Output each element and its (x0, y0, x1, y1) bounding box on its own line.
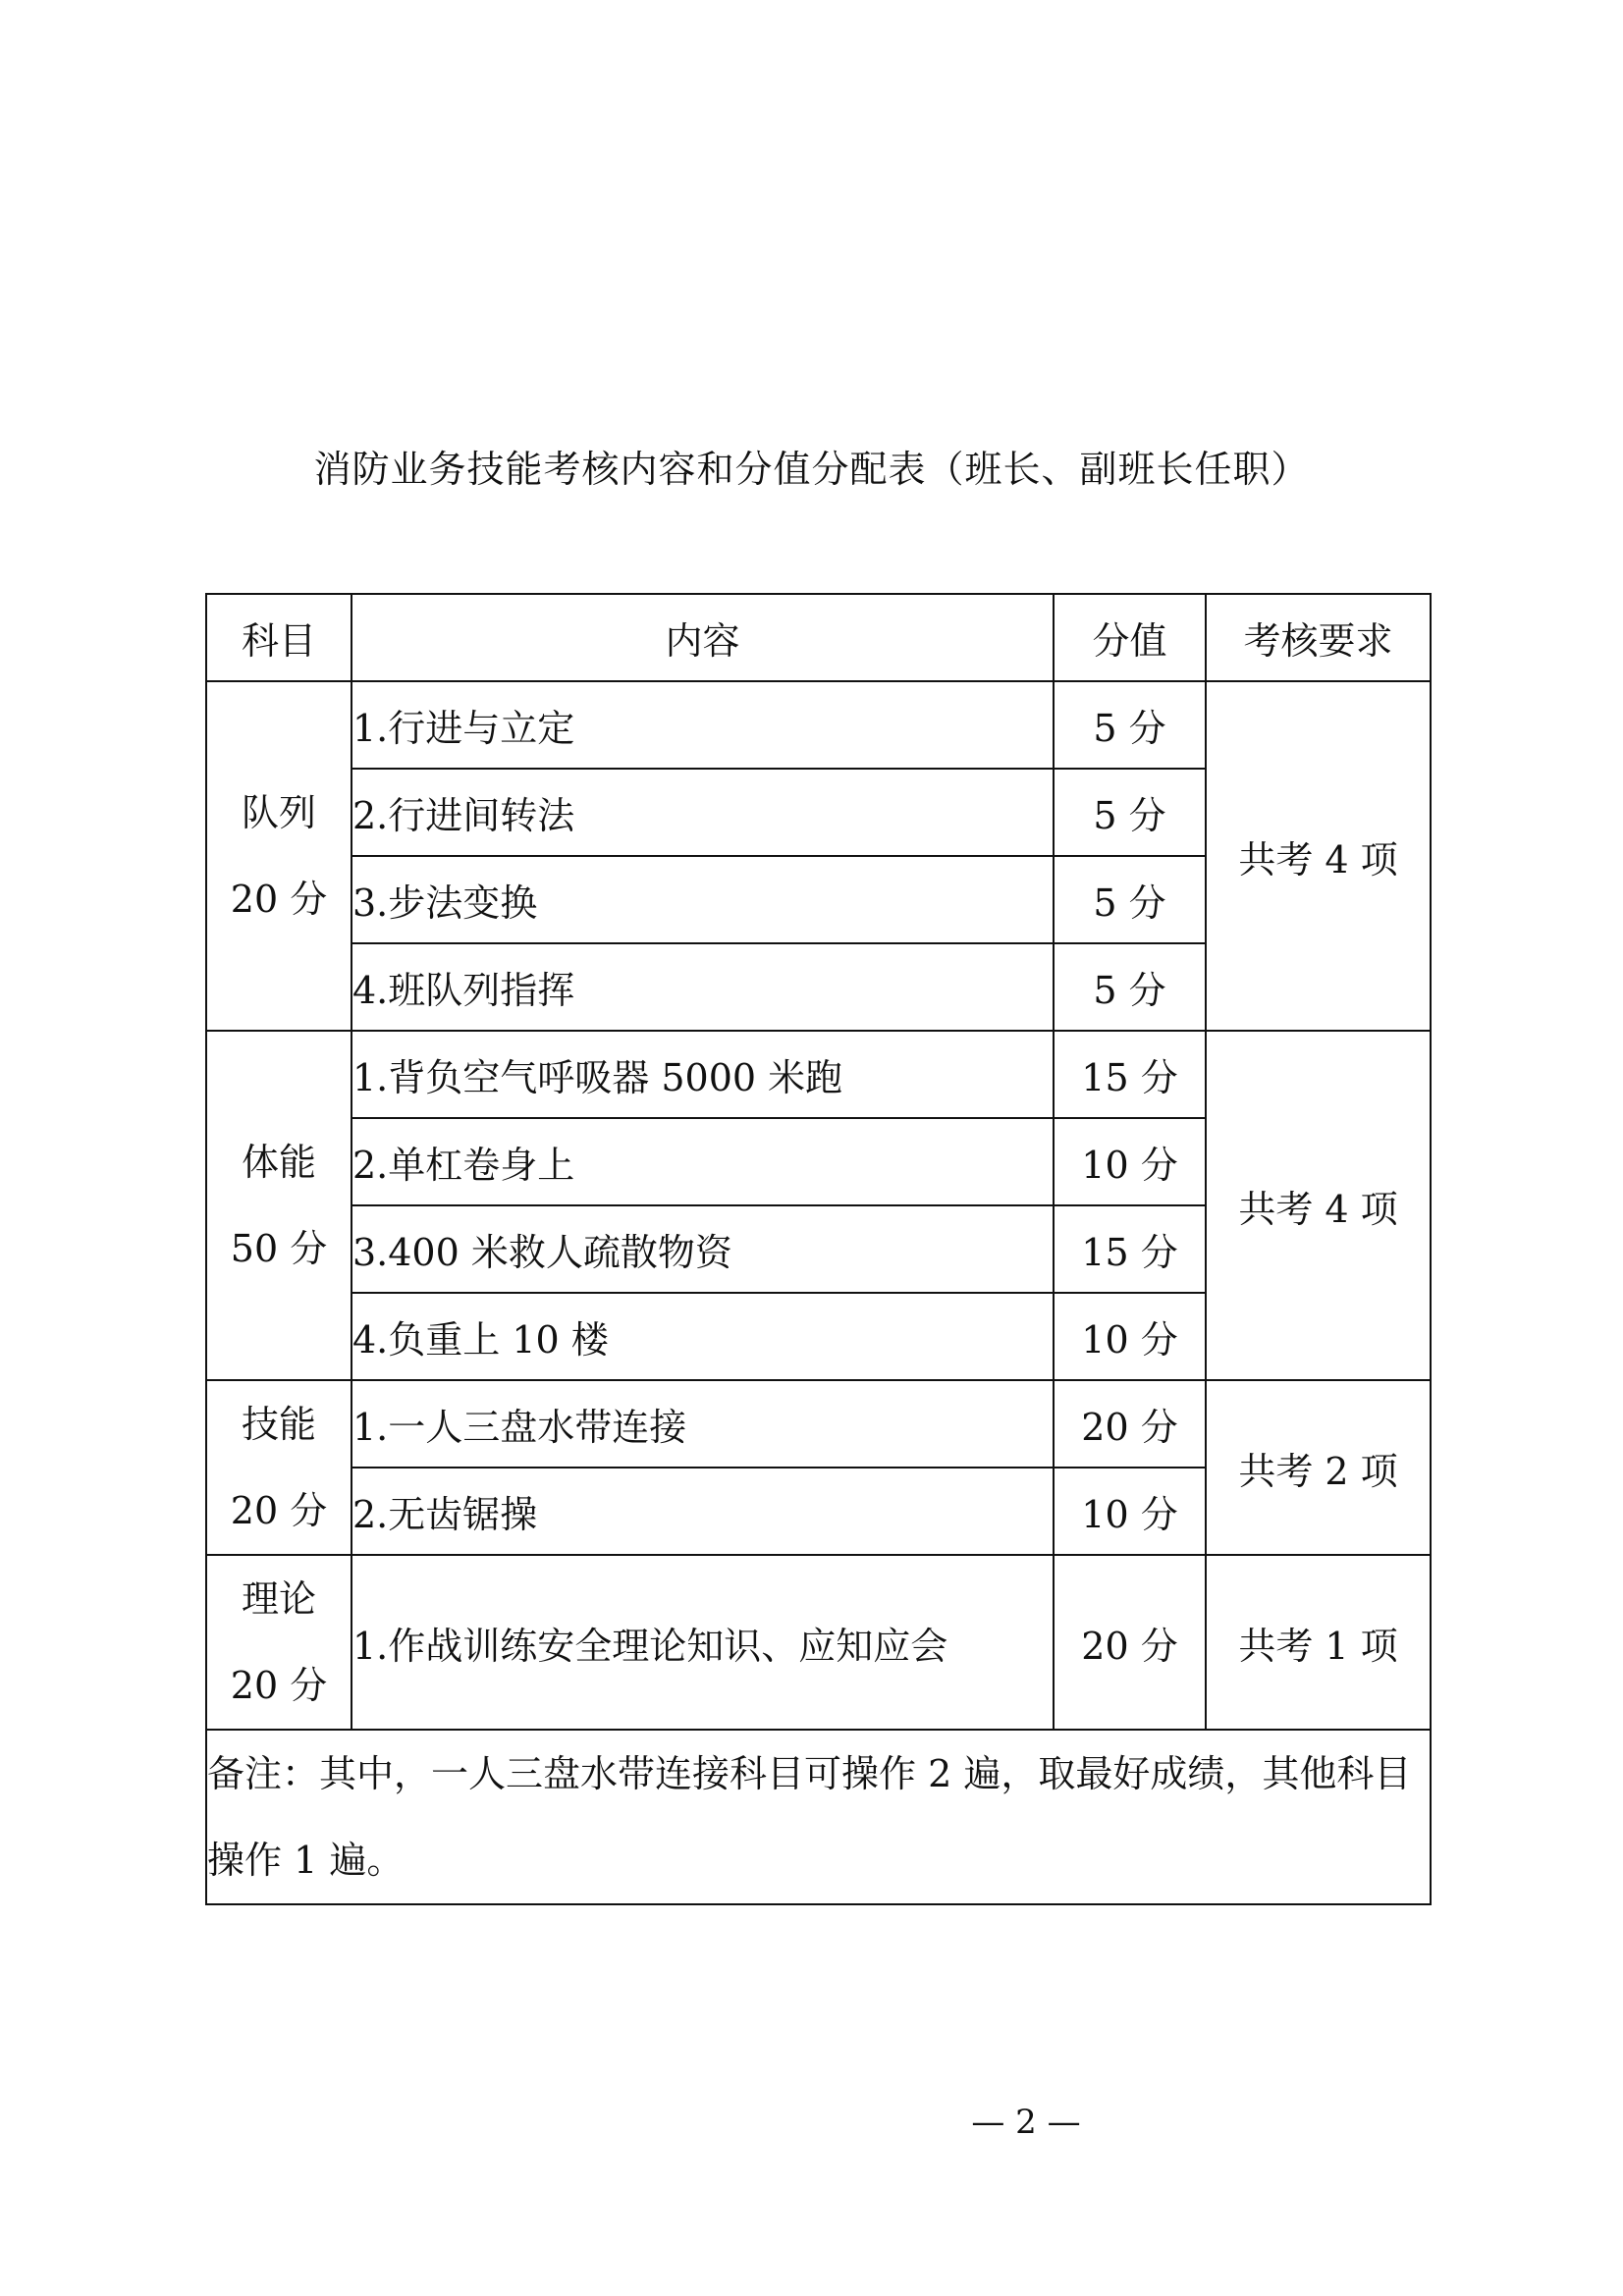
content-cell: 2.单杠卷身上 (352, 1118, 1054, 1205)
subject-cell-skill (206, 1380, 352, 1555)
table-row (206, 681, 1431, 769)
header-subject: 科目 (206, 594, 352, 681)
score-cell: 10 分 (1054, 1118, 1206, 1205)
requirement-cell: 共考 4 项 (1206, 681, 1431, 1031)
content-cell: 1.背负空气呼吸器 5000 米跑 (352, 1031, 1054, 1118)
score-cell: 5 分 (1054, 769, 1206, 856)
note-cell: 备注：其中，一人三盘水带连接科目可操作 2 遍，取最好成绩，其他科目操作 1 遍。 (206, 1730, 1431, 1904)
score-cell: 20 分 (1054, 1555, 1206, 1730)
content-cell: 3.400 米救人疏散物资 (352, 1205, 1054, 1293)
subject-name: 理论 (241, 1577, 316, 1621)
subject-name: 体能 (241, 1141, 316, 1184)
subject-cell-fitness (206, 1031, 352, 1380)
page-title: 消防业务技能考核内容和分值分配表（班长、副班长任职） (313, 448, 1310, 491)
score-cell: 5 分 (1054, 856, 1206, 943)
score-cell: 10 分 (1054, 1468, 1206, 1555)
score-cell: 20 分 (1054, 1380, 1206, 1468)
content-cell: 2.无齿锯操 (352, 1468, 1054, 1555)
content-cell: 1.一人三盘水带连接 (352, 1380, 1054, 1468)
content-cell: 4.班队列指挥 (352, 943, 1054, 1031)
header-score: 分值 (1054, 594, 1206, 681)
score-cell: 10 分 (1054, 1293, 1206, 1380)
header-content: 内容 (352, 594, 1054, 681)
subject-name: 队列 (241, 791, 316, 834)
score-cell: 5 分 (1054, 681, 1206, 769)
subject-score: 20 分 (230, 878, 328, 921)
table-row (206, 1031, 1431, 1118)
subject-score: 20 分 (230, 1489, 328, 1532)
requirement-cell: 共考 1 项 (1206, 1555, 1431, 1730)
table-row (206, 1555, 1431, 1730)
requirement-cell: 共考 2 项 (1206, 1380, 1431, 1555)
header-requirement: 考核要求 (1206, 594, 1431, 681)
subject-score: 50 分 (230, 1227, 328, 1270)
score-cell: 15 分 (1054, 1205, 1206, 1293)
content-cell: 1.作战训练安全理论知识、应知应会 (352, 1555, 1054, 1730)
content-cell: 4.负重上 10 楼 (352, 1293, 1054, 1380)
page-number: — 2 — (971, 2103, 1081, 2142)
table-header-row (206, 594, 1431, 681)
note-row (206, 1730, 1431, 1904)
subject-name: 技能 (241, 1403, 316, 1446)
score-cell: 15 分 (1054, 1031, 1206, 1118)
table-row (206, 1380, 1431, 1468)
score-allocation-table (205, 593, 1432, 1905)
requirement-cell: 共考 4 项 (1206, 1031, 1431, 1380)
subject-cell-drill (206, 681, 352, 1031)
content-cell: 3.步法变换 (352, 856, 1054, 943)
subject-cell-theory (206, 1555, 352, 1730)
content-cell: 2.行进间转法 (352, 769, 1054, 856)
content-cell: 1.行进与立定 (352, 681, 1054, 769)
subject-score: 20 分 (230, 1664, 328, 1707)
score-cell: 5 分 (1054, 943, 1206, 1031)
